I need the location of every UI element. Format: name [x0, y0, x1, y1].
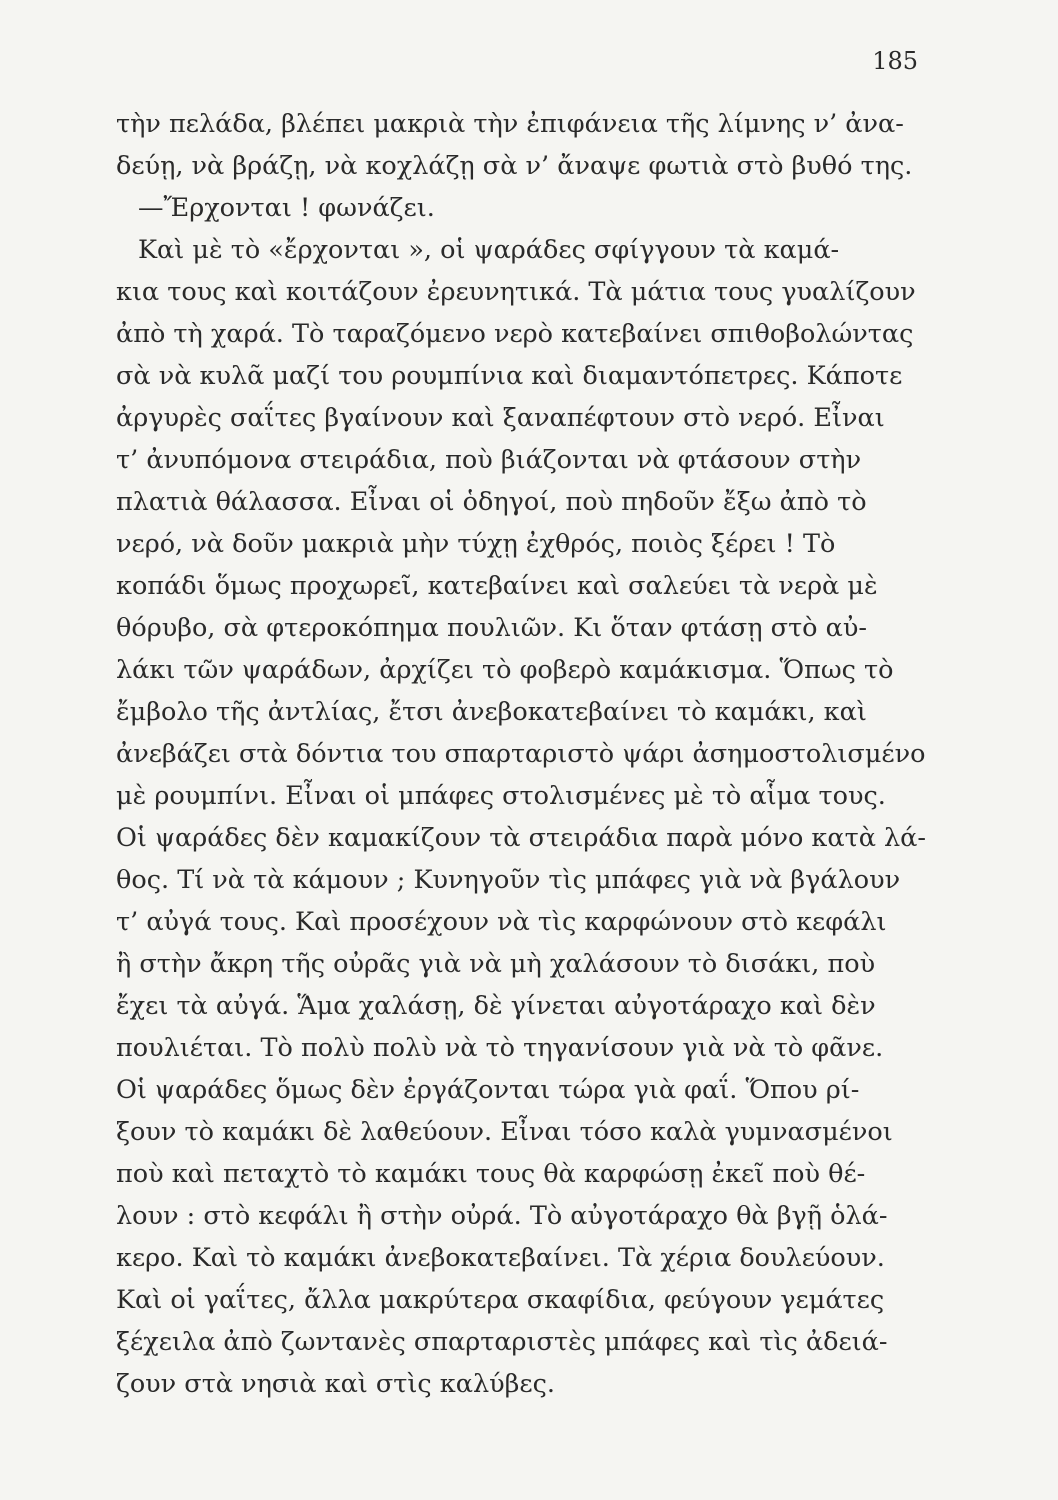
text-line: Οἱ ψαράδες δὲν καμακίζουν τὰ στειράδια παρὰ μόνο κατὰ λά- — [116, 823, 927, 853]
text-line: ξέχειλα ἀπὸ ζωντανὲς σπαρταριστὲς μπάφες καὶ τὶς ἀδειά- — [116, 1327, 888, 1357]
text-line: ζουν στὰ νησιὰ καὶ στὶς καλύβες. — [116, 1369, 555, 1399]
text-line: Καὶ μὲ τὸ «ἔρχονται », οἱ ψαράδες σφίγγουν τὰ καμά- — [138, 235, 840, 265]
page-number: 185 — [872, 47, 918, 75]
text-line: ἀνεβάζει στὰ δόντια του σπαρταριστὸ ψάρι ἀσημοστολισμένο — [116, 739, 926, 769]
text-line: λουν : στὸ κεφάλι ἢ στὴν οὐρά. Τὸ αὐγοτάραχο θὰ βγῇ ὁλά- — [116, 1201, 888, 1231]
text-line: πλατιὰ θάλασσα. Εἶναι οἱ ὁδηγοί, ποὺ πηδοῦν ἔξω ἀπὸ τὸ — [116, 487, 867, 517]
text-line: κερο. Καὶ τὸ καμάκι ἀνεβοκατεβαίνει. Τὰ χέρια δουλεύουν. — [116, 1243, 885, 1273]
text-line: τὴν πελάδα, βλέπει μακριὰ τὴν ἐπιφάνεια τῆς λίμνης ν’ ἀνα- — [116, 109, 904, 139]
text-line: ἢ στὴν ἄκρη τῆς οὐρᾶς γιὰ νὰ μὴ χαλάσουν τὸ δισάκι, ποὺ — [116, 949, 876, 979]
body-text — [116, 103, 926, 1405]
text-line: θος. Τί νὰ τὰ κάμουν ; Κυνηγοῦν τὶς μπάφες γιὰ νὰ βγάλουν — [116, 865, 901, 895]
text-line: ποὺ καὶ πεταχτὸ τὸ καμάκι τους θὰ καρφώσῃ ἐκεῖ ποὺ θέ- — [116, 1159, 866, 1189]
text-line: λάκι τῶν ψαράδων, ἀρχίζει τὸ φοβερὸ καμάκισμα. Ὅπως τὸ — [116, 655, 894, 685]
text-line: θόρυβο, σὰ φτεροκόπημα πουλιῶν. Κι ὅταν φτάσῃ στὸ αὐ- — [116, 613, 867, 643]
text-line: ἔμβολο τῆς ἀντλίας, ἔτσι ἀνεβοκατεβαίνει τὸ καμάκι, καὶ — [116, 697, 867, 727]
text-line: —Ἔρχονται ! φωνάζει. — [138, 193, 435, 223]
text-line: ἀπὸ τὴ χαρά. Τὸ ταραζόμενο νερὸ κατεβαίνει σπιθοβολώντας — [116, 319, 914, 349]
text-line: πουλιέται. Τὸ πολὺ πολὺ νὰ τὸ τηγανίσουν γιὰ νὰ τὸ φᾶνε. — [116, 1033, 884, 1063]
text-line: δεύῃ, νὰ βράζῃ, νὰ κοχλάζῃ σὰ ν’ ἄναψε φωτιὰ στὸ βυθό της. — [116, 151, 913, 181]
text-line: κια τους καὶ κοιτάζουν ἐρευνητικά. Τὰ μάτια τους γυαλίζουν — [116, 277, 916, 307]
text-line: ξουν τὸ καμάκι δὲ λαθεύουν. Εἶναι τόσο καλὰ γυμνασμένοι — [116, 1117, 893, 1147]
text-line: Καὶ οἱ γαΐτες, ἄλλα μακρύτερα σκαφίδια, φεύγουν γεμάτες — [116, 1285, 885, 1315]
text-line: μὲ ρουμπίνι. Εἶναι οἱ μπάφες στολισμένες μὲ τὸ αἷμα τους. — [116, 781, 886, 811]
text-line: τ’ ἀνυπόμονα στειράδια, ποὺ βιάζονται νὰ φτάσουν στὴν — [116, 445, 862, 475]
text-line: ἀργυρὲς σαΐτες βγαίνουν καὶ ξαναπέφτουν στὸ νερό. Εἶναι — [116, 403, 885, 433]
text-line: νερό, νὰ δοῦν μακριὰ μὴν τύχῃ ἐχθρός, ποιὸς ξέρει ! Τὸ — [116, 529, 836, 559]
text-line: ἔχει τὰ αὐγά. Ἅμα χαλάσῃ, δὲ γίνεται αὐγοτάραχο καὶ δὲν — [116, 991, 876, 1021]
text-line: Οἱ ψαράδες ὅμως δὲν ἐργάζονται τώρα γιὰ φαΐ. Ὅπου ρί- — [116, 1075, 860, 1105]
text-line: τ’ αὐγά τους. Καὶ προσέχουν νὰ τὶς καρφώνουν στὸ κεφάλι — [116, 907, 887, 937]
text-line: κοπάδι ὅμως προχωρεῖ, κατεβαίνει καὶ σαλεύει τὰ νερὰ μὲ — [116, 571, 878, 601]
text-line: σὰ νὰ κυλᾶ μαζί του ρουμπίνια καὶ διαμαντόπετρες. Κάποτε — [116, 361, 903, 391]
